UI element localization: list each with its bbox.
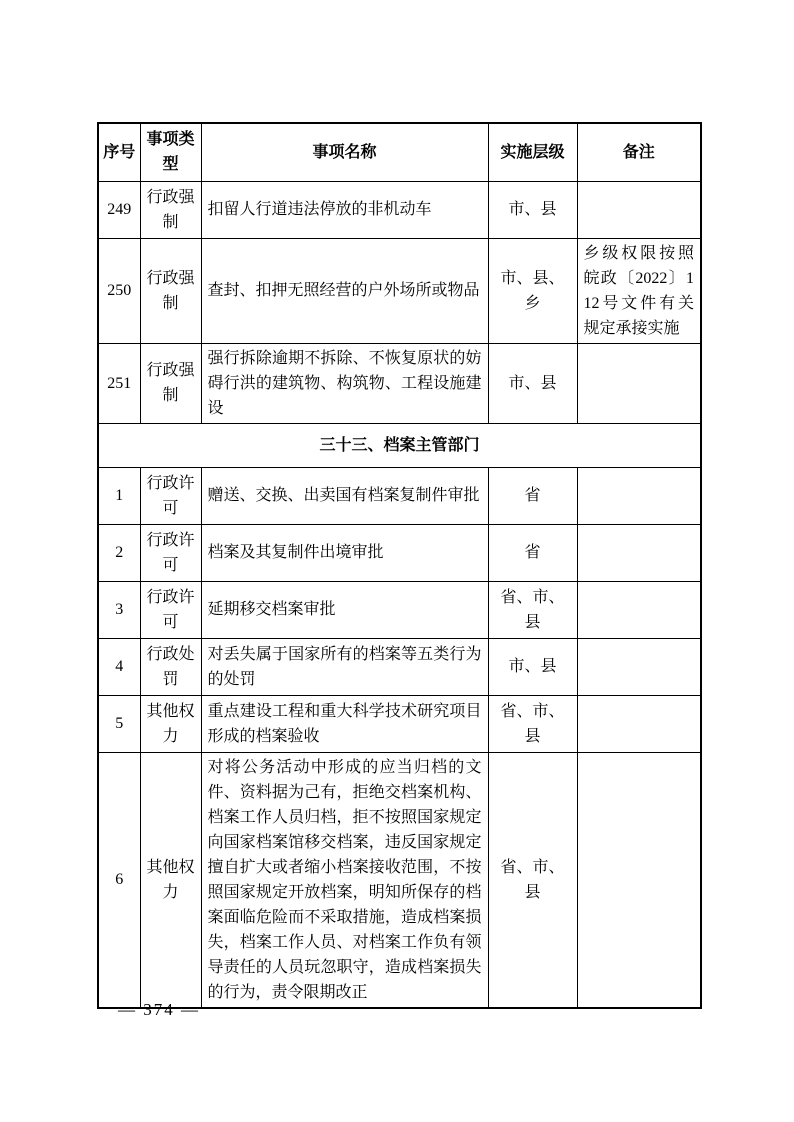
cell-name: 对丢失属于国家所有的档案等五类行为的处罚 — [201, 638, 488, 695]
cell-type: 其他权力 — [140, 695, 201, 752]
cell-name: 档案及其复制件出境审批 — [201, 524, 488, 581]
cell-note — [577, 695, 701, 752]
cell-name: 延期移交档案审批 — [201, 581, 488, 638]
column-header-type: 事项类型 — [140, 123, 201, 181]
cell-level: 市、县 — [488, 181, 577, 238]
cell-note — [577, 581, 701, 638]
column-header-note: 备注 — [577, 123, 701, 181]
cell-name: 强行拆除逾期不拆除、不恢复原状的妨碍行洪的建筑物、构筑物、工程设施建设 — [201, 343, 488, 423]
cell-note — [577, 638, 701, 695]
table-row-251 — [98, 343, 701, 423]
cell-type: 行政许可 — [140, 467, 201, 524]
cell-note — [577, 467, 701, 524]
cell-level: 省 — [488, 467, 577, 524]
cell-note: 乡级权限按照皖政〔2022〕112号文件有关规定承接实施 — [577, 238, 701, 343]
cell-index: 6 — [98, 752, 140, 1008]
cell-level: 省 — [488, 524, 577, 581]
cell-note — [577, 524, 701, 581]
table-row-1 — [98, 467, 701, 524]
section-header-row — [98, 423, 701, 467]
cell-index: 4 — [98, 638, 140, 695]
cell-type: 行政强制 — [140, 238, 201, 343]
cell-index: 3 — [98, 581, 140, 638]
column-header-index: 序号 — [98, 123, 140, 181]
column-header-level: 实施层级 — [488, 123, 577, 181]
cell-name: 查封、扣押无照经营的户外场所或物品 — [201, 238, 488, 343]
cell-index: 5 — [98, 695, 140, 752]
cell-level: 市、县、乡 — [488, 238, 577, 343]
cell-name: 重点建设工程和重大科学技术研究项目形成的档案验收 — [201, 695, 488, 752]
cell-type: 行政强制 — [140, 343, 201, 423]
table-row-2 — [98, 524, 701, 581]
table-row-3 — [98, 581, 701, 638]
cell-level: 省、市、县 — [488, 752, 577, 1008]
cell-type: 行政许可 — [140, 581, 201, 638]
cell-index: 2 — [98, 524, 140, 581]
cell-level: 市、县 — [488, 343, 577, 423]
table-row-6 — [98, 752, 701, 1008]
page-number: — 374 — — [118, 1000, 200, 1019]
cell-index: 249 — [98, 181, 140, 238]
cell-type: 其他权力 — [140, 752, 201, 1008]
cell-index: 251 — [98, 343, 140, 423]
cell-index: 1 — [98, 467, 140, 524]
cell-level: 省、市、县 — [488, 581, 577, 638]
cell-name: 对将公务活动中形成的应当归档的文件、资料据为己有，拒绝交档案机构、档案工作人员归档，拒不按照国家规定向国家档案馆移交档案，违反国家规定擅自扩大或者缩小档案接收范围，不按照国家规定开放档案，明知所保存的档案面临危险而不采取措施，造成档案损失，档案工作人员、对档案工作负有领导责任的人员玩忽职守，造成档案损失的行为，责令限期改正 — [201, 752, 488, 1008]
cell-type: 行政处罚 — [140, 638, 201, 695]
cell-level: 市、县 — [488, 638, 577, 695]
cell-note — [577, 752, 701, 1008]
cell-note — [577, 343, 701, 423]
cell-type: 行政许可 — [140, 524, 201, 581]
cell-note — [577, 181, 701, 238]
cell-level: 省、市、县 — [488, 695, 577, 752]
table-row-250 — [98, 238, 701, 343]
column-header-name: 事项名称 — [201, 123, 488, 181]
table-row-249 — [98, 181, 701, 238]
cell-index: 250 — [98, 238, 140, 343]
cell-type: 行政强制 — [140, 181, 201, 238]
section-header-label: 三十三、档案主管部门 — [98, 423, 701, 467]
authority-items-table — [97, 122, 702, 1009]
cell-name: 赠送、交换、出卖国有档案复制件审批 — [201, 467, 488, 524]
table-row-4 — [98, 638, 701, 695]
cell-name: 扣留人行道违法停放的非机动车 — [201, 181, 488, 238]
table-header-row — [98, 123, 701, 181]
table-row-5 — [98, 695, 701, 752]
